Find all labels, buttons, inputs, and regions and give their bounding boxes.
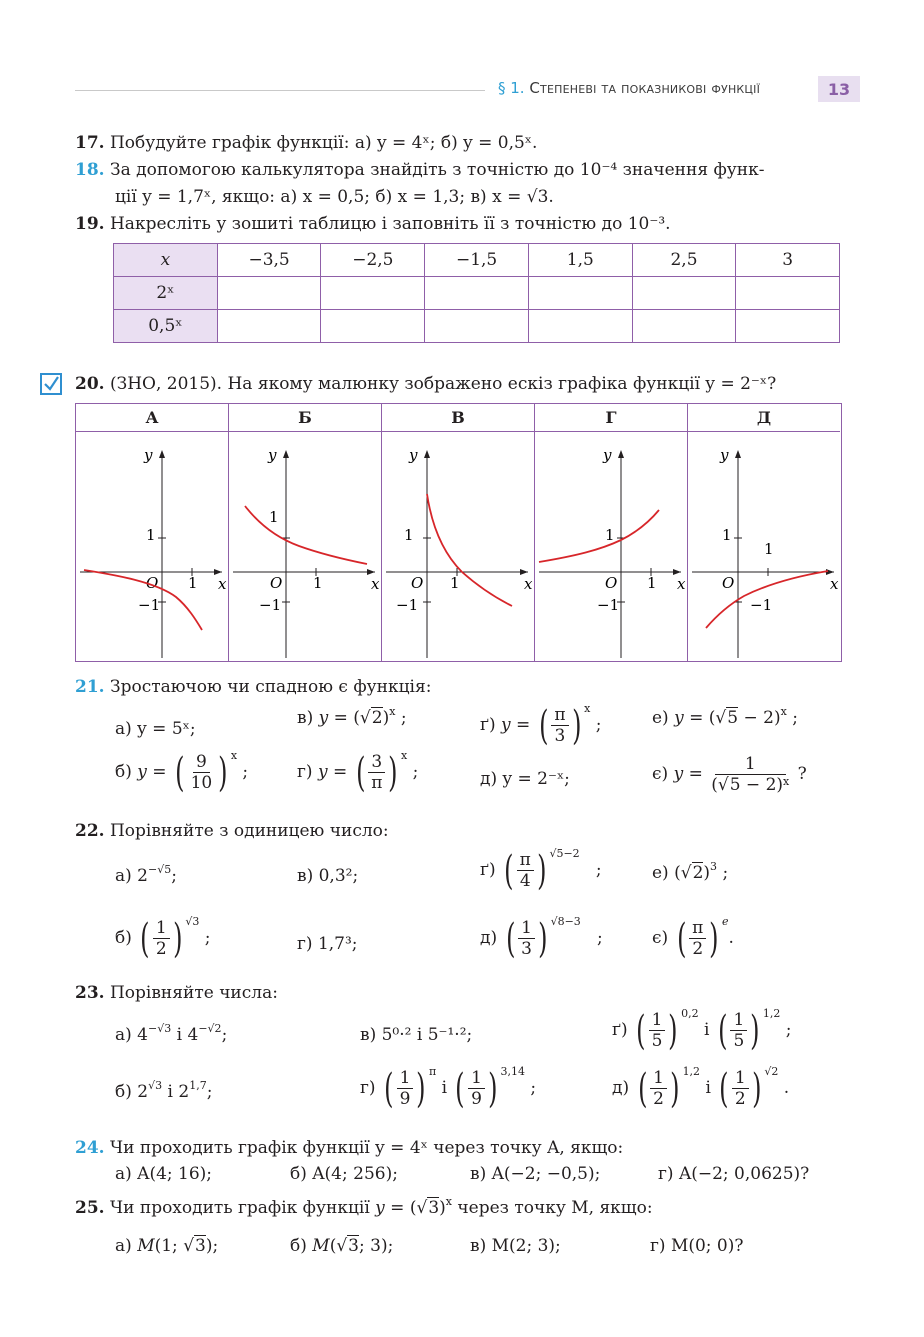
tick-minus-one: −1 <box>396 596 419 614</box>
table-cell <box>217 277 321 310</box>
option-22-a: а) $2^{-√5}$; <box>115 863 177 886</box>
option-24-a: а) A(4; 16); <box>115 1164 213 1184</box>
origin-label: O <box>411 574 424 592</box>
option-label: А <box>76 404 228 432</box>
graph-a <box>76 432 228 660</box>
table-row <box>114 244 840 277</box>
running-header <box>498 79 760 97</box>
table-cell <box>528 310 632 343</box>
option-23-v: в) 5⁰·² і 5⁻¹·²; <box>360 1025 473 1045</box>
option-22-v: в) 0,3²; <box>297 866 359 886</box>
axes <box>233 446 380 658</box>
y-label: y <box>268 446 277 464</box>
option-label: б) <box>115 1082 132 1102</box>
exercise-number: 18. <box>75 160 105 180</box>
axes <box>539 446 686 658</box>
tick-minus-one: −1 <box>750 596 773 614</box>
x-label: x <box>677 575 686 593</box>
exercise-25: 25. Чи проходить графік функції $y = (√3)^x$ через точку M, якщо: <box>75 1195 653 1218</box>
option-25-b: б) M(√3; 3); <box>290 1236 394 1256</box>
row-header: x <box>114 244 218 277</box>
graph-option-a[interactable] <box>76 404 229 661</box>
x-label: x <box>830 575 839 593</box>
option-21-d: д) y = 2⁻ˣ; <box>480 769 570 789</box>
option-label: ґ) <box>480 860 496 880</box>
tick-minus-one: −1 <box>597 596 620 614</box>
exercise-number: 17. <box>75 133 105 153</box>
x-label: x <box>524 575 533 593</box>
option-22-g: г) 1,7³; <box>297 934 358 954</box>
section-number: § 1. <box>498 79 525 97</box>
header-rule <box>75 90 485 91</box>
option-22-d: д) ( $\frac{1}{3}$ ) $^{√8-3}$ ; <box>480 915 603 962</box>
y-label: y <box>603 446 612 464</box>
option-label: є) <box>652 764 669 784</box>
tick-one-x: 1 <box>450 574 460 592</box>
table-cell <box>632 310 736 343</box>
y-arrow-icon <box>618 450 624 458</box>
tick-one-x: 1 <box>647 574 657 592</box>
exercise-24 <box>75 1138 623 1158</box>
value-table <box>113 243 840 343</box>
origin-label: O <box>146 574 159 592</box>
option-22-e: е) $(√2)^3$ ; <box>652 860 729 883</box>
y-arrow-icon <box>424 450 430 458</box>
table-cell <box>321 310 425 343</box>
option-22-b: б) ( $\frac{1}{2}$ ) $^{√3}$ ; <box>115 915 211 962</box>
conjunction: і <box>167 1082 173 1102</box>
origin-label: O <box>605 574 618 592</box>
option-label: б) <box>290 1236 307 1256</box>
exercise-18-line2: ції y = 1,7ˣ, якщо: а) x = 0,5; б) x = 1,3; в) x = √3. <box>115 187 554 207</box>
option-label: а) <box>115 866 132 886</box>
y-arrow-icon <box>283 450 289 458</box>
graph-c <box>382 432 534 660</box>
table-cell <box>217 310 321 343</box>
y-label: y <box>409 446 418 464</box>
table-cell: −1,5 <box>425 244 529 277</box>
option-label: в) <box>297 708 314 728</box>
option-23-b: б) $2^{√3}$ і 2$^{1,7}$; <box>115 1079 213 1102</box>
option-21-b: б) y = ( $\frac{9}{10}$ ) $^x$ ; <box>115 749 249 796</box>
tick-one-x: 1 <box>764 540 774 558</box>
graph-e <box>688 432 840 660</box>
option-25-a: а) M(1; √3); <box>115 1236 219 1256</box>
option-23-g2: ґ) ( $\frac{1}{5}$ ) $^{0,2}$ і ( $\frac{1}{5}$ ) $^{1,2}$ ; <box>612 1007 792 1054</box>
option-label: Д <box>688 404 840 432</box>
exercise-number: 22. <box>75 821 105 841</box>
table-row <box>114 310 840 343</box>
conjunction: і <box>705 1078 711 1098</box>
exercise-18 <box>75 160 764 180</box>
option-label: е) <box>652 708 669 728</box>
table-cell <box>425 277 529 310</box>
option-label: а) <box>115 1025 132 1045</box>
exercise-19 <box>75 214 671 234</box>
option-22-g2: ґ) ( $\frac{\pi}{4}$ ) $^{√5-2}$ ; <box>480 847 602 894</box>
tick-minus-one: −1 <box>259 596 282 614</box>
exercise-22 <box>75 821 389 841</box>
table-cell <box>736 310 840 343</box>
exercise-text-post: через точку M, якщо: <box>457 1198 653 1218</box>
section-title: Степеневі та показникові функції <box>529 79 761 97</box>
option-label: е) <box>652 863 669 883</box>
option-22-ye: є) ( $\frac{\pi}{2}$ ) $^e$. <box>652 915 734 962</box>
x-label: x <box>218 575 227 593</box>
option-21-e: е) $y = (√5 - 2)^x$ ; <box>652 705 798 728</box>
exercise-number: 23. <box>75 983 105 1003</box>
table-cell <box>425 310 529 343</box>
table-cell <box>528 277 632 310</box>
tick-one-y: 1 <box>605 526 615 544</box>
table-cell: −3,5 <box>217 244 321 277</box>
exercise-text: Побудуйте графік функції: а) y = 4ˣ; б) y = 0,5ˣ. <box>109 133 538 153</box>
option-24-b: б) A(4; 256); <box>290 1164 398 1184</box>
option-21-v: в) $y = (√2)^x$ ; <box>297 705 407 728</box>
tick-one-x: 1 <box>313 574 323 592</box>
curve <box>245 506 367 564</box>
option-21-ye: є) y = $\frac{1}{(√5 - 2)^x}$ ? <box>652 754 807 795</box>
option-25-v: в) M(2; 3); <box>470 1236 561 1256</box>
exercise-text: Чи проходить графік функції <box>109 1198 370 1218</box>
option-label: д) <box>480 928 498 948</box>
option-21-g2: ґ) y = ( $\frac{\pi}{3}$ ) $^x$ ; <box>480 702 602 749</box>
table-row <box>114 277 840 310</box>
exercise-number: 25. <box>75 1198 105 1218</box>
table-cell <box>736 277 840 310</box>
curve <box>539 510 659 562</box>
graph-option-e[interactable] <box>688 404 840 661</box>
exercise-21 <box>75 677 431 697</box>
option-label: ґ) <box>480 715 496 735</box>
y-label: y <box>720 446 729 464</box>
exercise-text: Порівняйте числа: <box>109 983 278 1003</box>
option-label: б) <box>115 762 132 782</box>
graph-d <box>535 432 687 660</box>
table-cell: 1,5 <box>528 244 632 277</box>
option-label: г) <box>360 1078 376 1098</box>
tick-one-y: 1 <box>146 526 156 544</box>
table-cell: 2,5 <box>632 244 736 277</box>
exercise-17 <box>75 133 537 153</box>
page-number: 13 <box>818 76 860 102</box>
graph-option-d[interactable] <box>535 404 688 661</box>
checkbox-icon <box>40 373 62 395</box>
option-25-g: г) M(0; 0)? <box>650 1236 744 1256</box>
axes <box>80 446 227 658</box>
option-24-g: г) A(−2; 0,0625)? <box>658 1164 810 1184</box>
row-header: 0,5ˣ <box>114 310 218 343</box>
exercise-number: 21. <box>75 677 105 697</box>
conjunction: і <box>176 1025 183 1045</box>
exercise-number: 20. <box>75 374 105 394</box>
tick-minus-one: −1 <box>138 596 161 614</box>
option-21-a: а) y = 5ˣ; <box>115 719 196 739</box>
option-label: д) <box>612 1078 630 1098</box>
graph-option-c[interactable] <box>382 404 535 661</box>
tick-one-x: 1 <box>188 574 198 592</box>
y-arrow-icon <box>159 450 165 458</box>
exercise-text: Накресліть у зошиті таблицю і заповніть її з точністю до 10⁻³. <box>109 214 671 234</box>
option-label: В <box>382 404 534 432</box>
option-23-a: а) $4^{-√3}$ і $4^{-√2}$; <box>115 1022 228 1045</box>
axes <box>386 446 533 658</box>
option-label: є) <box>652 928 669 948</box>
option-label: б) <box>115 928 132 948</box>
conjunction: і <box>703 1020 710 1040</box>
tick-one-y: 1 <box>269 508 279 526</box>
graph-b <box>229 432 381 660</box>
table-cell: −2,5 <box>321 244 425 277</box>
y-label: y <box>144 446 153 464</box>
option-label: Г <box>535 404 687 432</box>
exercise-text-line1: За допомогою калькулятора знайдіть з точністю до 10⁻⁴ значення функ- <box>109 160 765 180</box>
table-cell: 3 <box>736 244 840 277</box>
exercise-number: 19. <box>75 214 105 234</box>
option-label: а) <box>115 1236 132 1256</box>
option-label: ґ) <box>612 1020 628 1040</box>
graph-option-b[interactable] <box>229 404 382 661</box>
conjunction: і <box>441 1078 448 1098</box>
y-arrow-icon <box>735 450 741 458</box>
exercise-text: Зростаючою чи спадною є функція: <box>109 677 432 697</box>
origin-label: O <box>722 574 735 592</box>
tick-one-y: 1 <box>404 526 414 544</box>
option-23-g: г) ( $\frac{1}{9}$ ) $^\pi$ і ( $\frac{1}{9}$ ) $^{3,14}$ ; <box>360 1065 537 1112</box>
exercise-text: Порівняйте з одиницею число: <box>109 821 389 841</box>
exercise-23 <box>75 983 278 1003</box>
curve <box>427 494 512 606</box>
exercise-text: Чи проходить графік функції y = 4ˣ через точку A, якщо: <box>109 1138 624 1158</box>
row-header: 2ˣ <box>114 277 218 310</box>
option-21-g: г) y = ( $\frac{3}{\pi}$ ) $^x$ ; <box>297 749 419 796</box>
x-label: x <box>371 575 380 593</box>
option-label: г) <box>297 762 313 782</box>
option-23-d: д) ( $\frac{1}{2}$ ) $^{1,2}$ і ( $\frac{1}{2}$ ) $^{√2}$ . <box>612 1065 790 1112</box>
option-24-v: в) A(−2; −0,5); <box>470 1164 601 1184</box>
exercise-text: (ЗНО, 2015). На якому малюнку зображено ескіз графіка функції y = 2⁻ˣ? <box>109 374 777 394</box>
exercise-20 <box>75 374 776 394</box>
tick-one-y: 1 <box>722 526 732 544</box>
origin-label: O <box>270 574 283 592</box>
answer-graphs <box>75 403 842 662</box>
option-label: Б <box>229 404 381 432</box>
exercise-number: 24. <box>75 1138 105 1158</box>
table-cell <box>321 277 425 310</box>
table-cell <box>632 277 736 310</box>
